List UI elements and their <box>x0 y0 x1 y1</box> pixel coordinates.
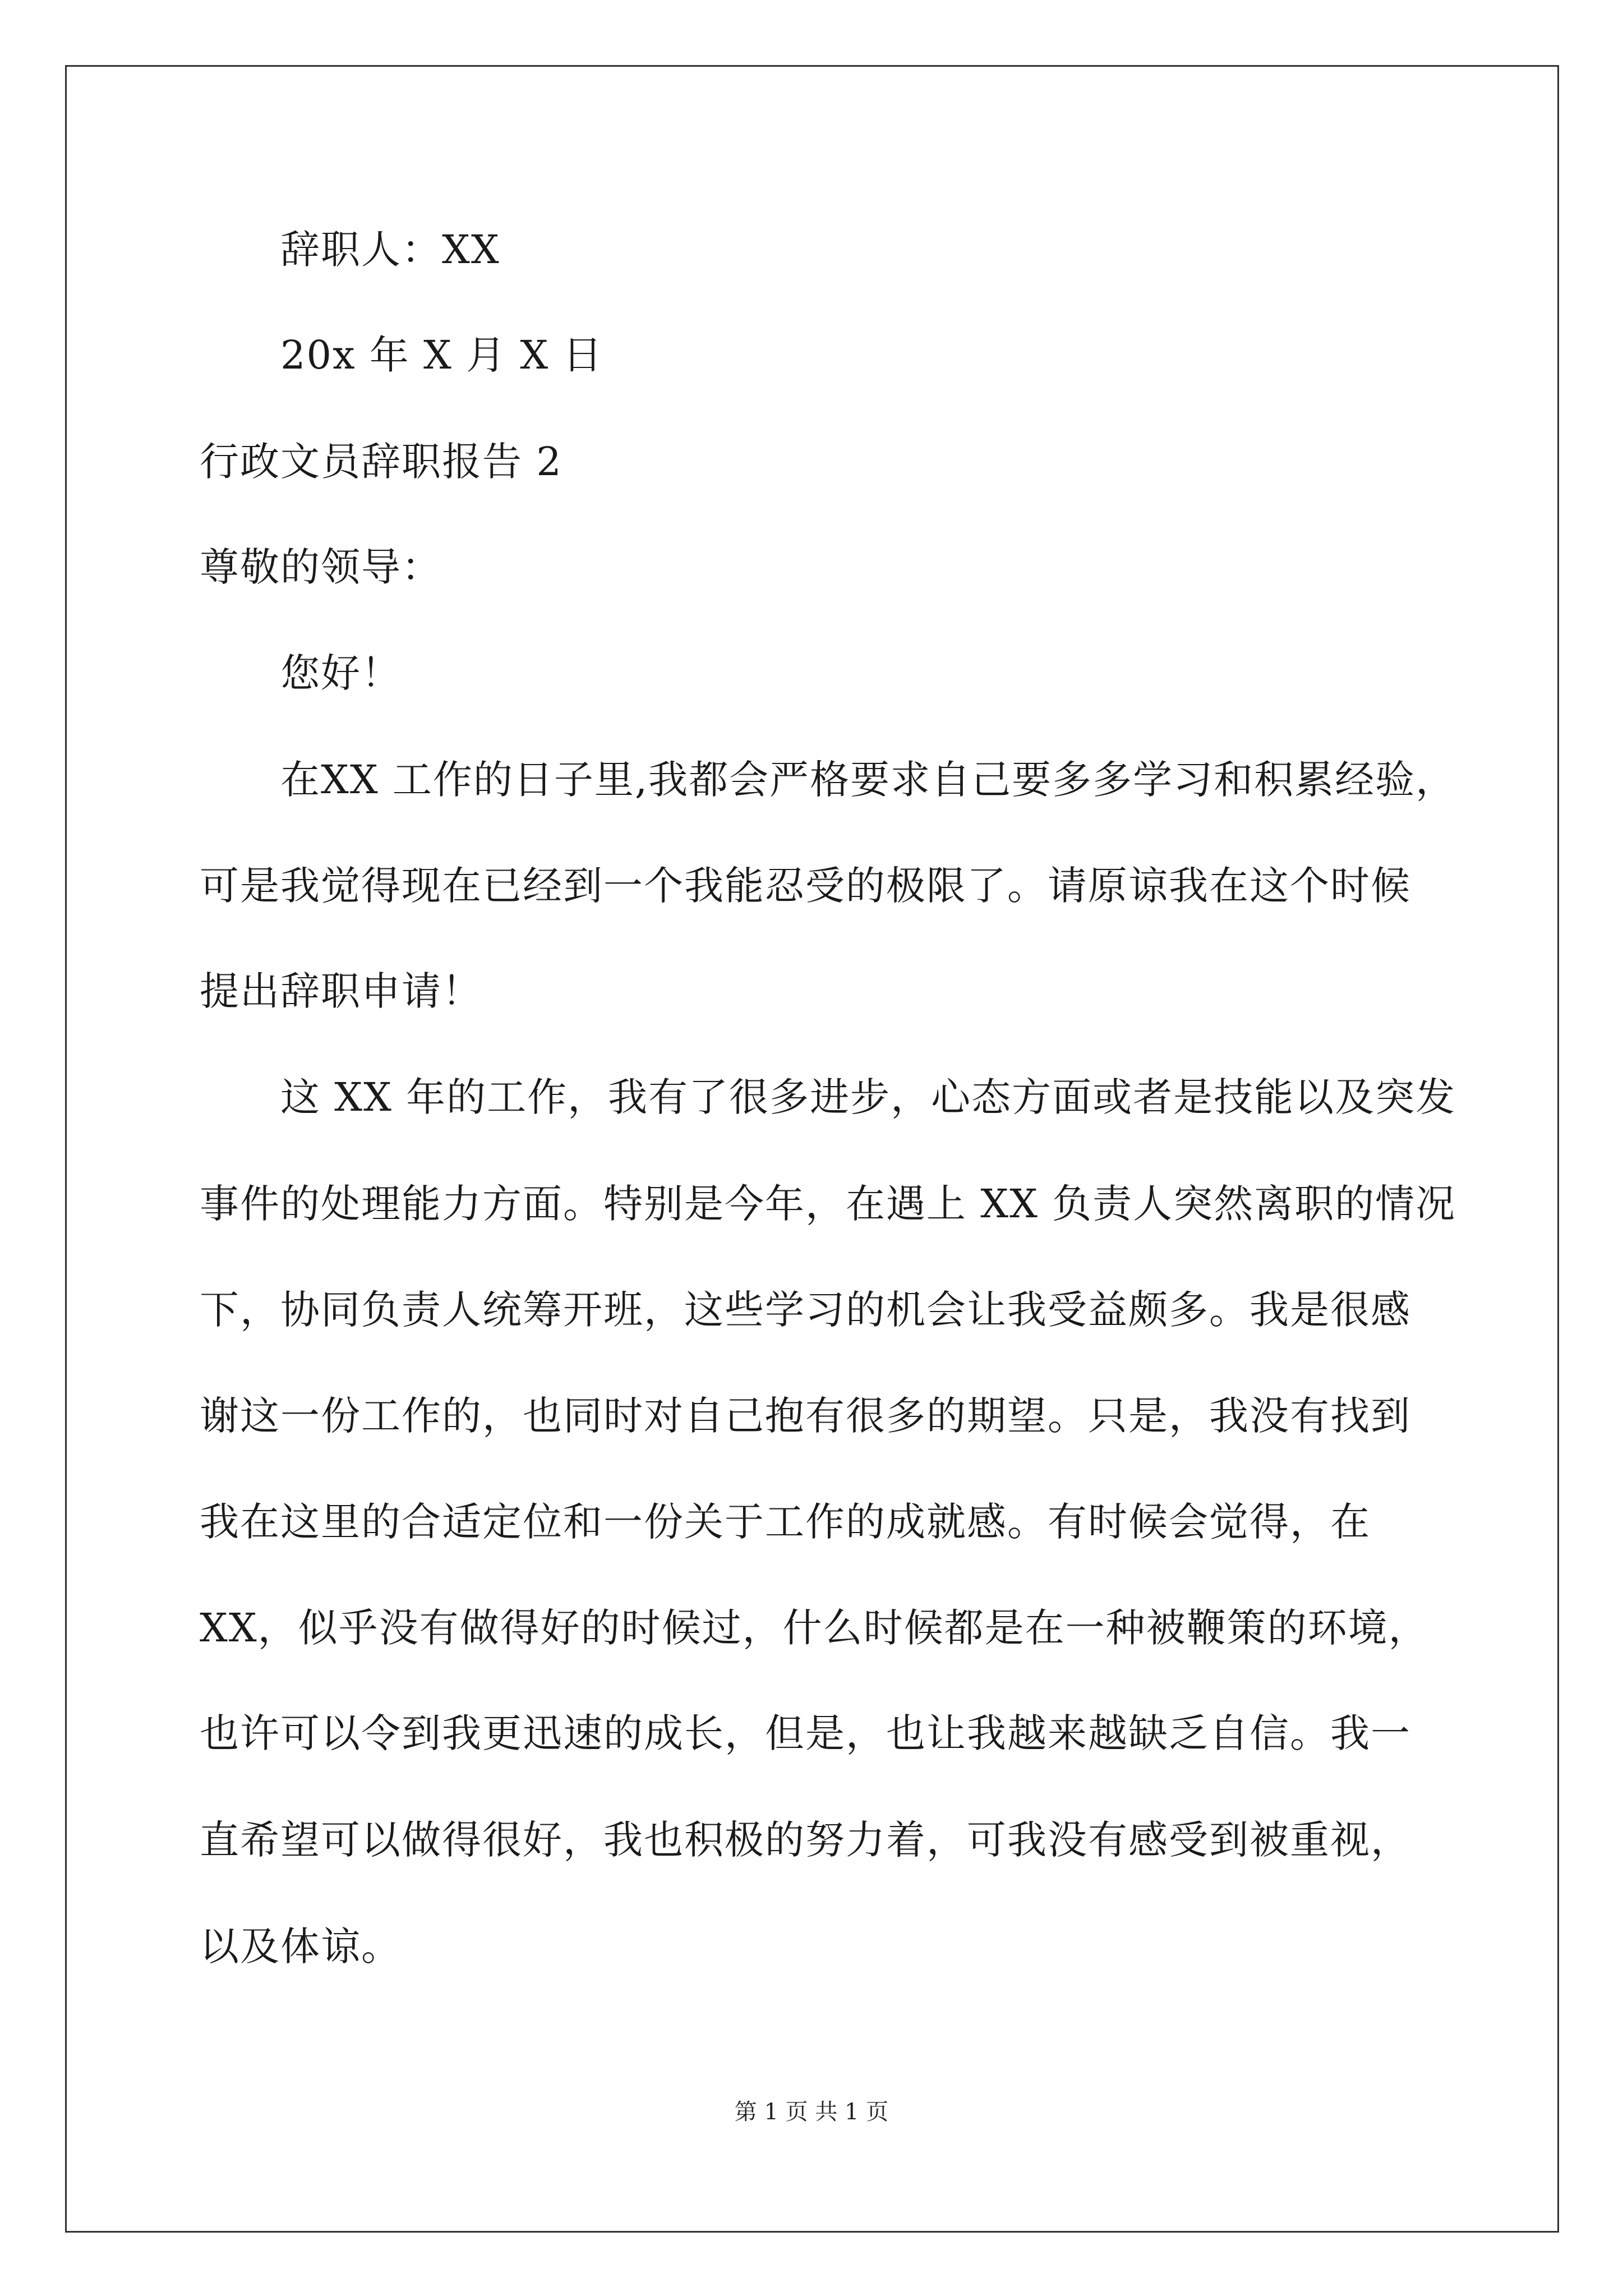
page-number-footer: 第 1 页 共 1 页 <box>734 2099 889 2125</box>
paragraph-2-line-2: 事件的处理能力方面。特别是今年，在遇上 XX 负责人突然离职的情况 <box>200 1181 1456 1227</box>
section-heading: 行政文员辞职报告 2 <box>200 439 562 485</box>
paragraph-1-line-2: 可是我觉得现在已经到一个我能忍受的极限了。请原谅我在这个时候 <box>200 863 1411 909</box>
paragraph-1-line-1: 在XX 工作的日子里,我都会严格要求自己要多多学习和积累经验， <box>280 757 1456 803</box>
paragraph-2-line-6: XX，似乎没有做得好的时候过，什么时候都是在一种被鞭策的环境， <box>200 1605 1429 1651</box>
paragraph-2-line-3: 下，协同负责人统筹开班，这些学习的机会让我受益颇多。我是很感 <box>200 1287 1411 1333</box>
salutation: 尊敬的领导： <box>200 544 442 590</box>
date-line: 20x 年 X 月 X 日 <box>280 332 603 378</box>
paragraph-2-line-7: 也许可以令到我更迅速的成长，但是，也让我越来越缺乏自信。我一 <box>200 1710 1411 1756</box>
paragraph-2-line-4: 谢这一份工作的，也同时对自己抱有很多的期望。只是，我没有找到 <box>200 1393 1411 1439</box>
paragraph-2-line-5: 我在这里的合适定位和一份关于工作的成就感。有时候会觉得，在 <box>200 1499 1371 1545</box>
page-border <box>65 65 1559 2233</box>
paragraph-2-line-8: 直希望可以做得很好，我也积极的努力着，可我没有感受到被重视， <box>200 1817 1411 1863</box>
paragraph-2-line-1: 这 XX 年的工作，我有了很多进步，心态方面或者是技能以及突发 <box>280 1074 1456 1120</box>
paragraph-2-line-9: 以及体谅。 <box>200 1924 402 1970</box>
paragraph-1-line-3: 提出辞职申请！ <box>200 968 482 1014</box>
greeting: 您好！ <box>280 650 402 696</box>
resigner-line: 辞职人：XX <box>280 227 500 273</box>
